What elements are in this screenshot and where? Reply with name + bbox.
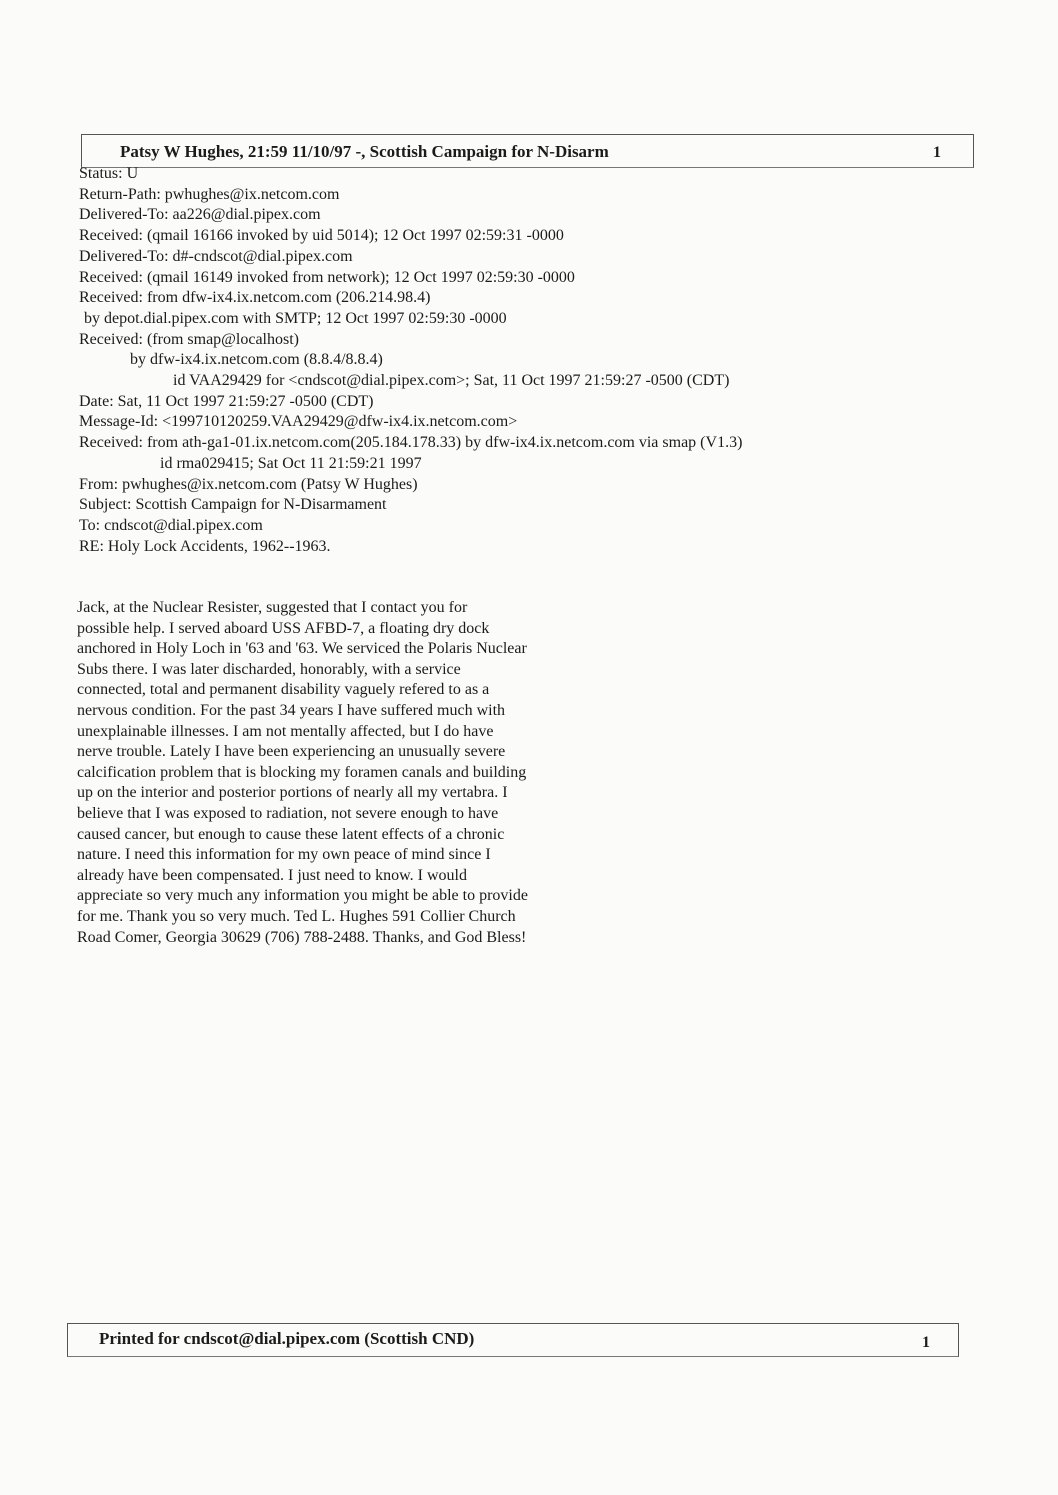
header-page-number: 1 [933,144,941,161]
body-line: Road Comer, Georgia 30629 (706) 788-2488. Thanks, and God Bless! [77,928,527,946]
header-bar [81,134,974,168]
header-line: by depot.dial.pipex.com with SMTP; 12 Oct 1997 02:59:30 -0000 [84,309,507,327]
body-line: anchored in Holy Loch in '63 and '63. We serviced the Polaris Nuclear [77,640,527,658]
header-line: by dfw-ix4.ix.netcom.com (8.8.4/8.8.4) [130,351,383,369]
footer-label: Printed for cndscot@dial.pipex.com (Scottish CND) [99,1329,475,1348]
header-line: Subject: Scottish Campaign for N-Disarmament [79,496,387,514]
body-line: unexplainable illnesses. I am not mentally affected, but I do have [77,722,494,740]
header-line: Return-Path: pwhughes@ix.netcom.com [79,185,340,203]
body-line: calcification problem that is blocking my foramen canals and building [77,763,527,781]
footer-page-number: 1 [922,1334,930,1351]
header-line: To: cndscot@dial.pipex.com [79,516,263,534]
header-line: Received: (qmail 16149 invoked from network); 12 Oct 1997 02:59:30 -0000 [79,268,575,286]
header-line: Received: from ath-ga1-01.ix.netcom.com(205.184.178.33) by dfw-ix4.ix.netcom.com via smap (V1.3) [79,434,743,452]
body-line: up on the interior and posterior portions of nearly all my vertabra. I [77,784,508,802]
footer-bar [67,1323,959,1357]
header-line: Status: U [79,165,139,182]
header-line: Delivered-To: aa226@dial.pipex.com [79,206,321,224]
body-line: caused cancer, but enough to cause these latent effects of a chronic [77,825,505,843]
body-line: nervous condition. For the past 34 years I have suffered much with [77,701,506,719]
body-line: nature. I need this information for my own peace of mind since I [77,846,491,864]
header-line: Date: Sat, 11 Oct 1997 21:59:27 -0500 (CDT) [79,392,374,410]
body-line: Subs there. I was later discharded, honorably, with a service [77,660,461,678]
body-line: nerve trouble. Lately I have been experiencing an unusually severe [77,743,506,761]
header-line: Delivered-To: d#-cndscot@dial.pipex.com [79,247,353,265]
email-body [77,598,528,948]
body-line: possible help. I served aboard USS AFBD-7, a floating dry dock [77,619,490,637]
body-line: for me. Thank you so very much. Ted L. Hughes 591 Collier Church [77,907,516,925]
email-headers [79,164,742,557]
body-line: connected, total and permanent disability vaguely refered to as a [77,681,490,699]
body-line: Jack, at the Nuclear Resister, suggested that I contact you for [77,599,468,616]
header-line: id rma029415; Sat Oct 11 21:59:21 1997 [160,454,422,472]
body-line: appreciate so very much any information you might be able to provide [77,887,528,905]
header-line: id VAA29429 for <cndscot@dial.pipex.com>; Sat, 11 Oct 1997 21:59:27 -0500 (CDT) [173,372,730,390]
header-line: Message-Id: <199710120259.VAA29429@dfw-ix4.ix.netcom.com> [79,413,518,431]
header-line: RE: Holy Lock Accidents, 1962--1963. [79,537,331,555]
body-line: believe that I was exposed to radiation, not severe enough to have [77,804,499,822]
header-line: Received: from dfw-ix4.ix.netcom.com (206.214.98.4) [79,289,431,307]
header-line: Received: (qmail 16166 invoked by uid 5014); 12 Oct 1997 02:59:31 -0000 [79,227,564,245]
header-title: Patsy W Hughes, 21:59 11/10/97 -, Scottish Campaign for N-Disarm [120,142,609,161]
header-line: Received: (from smap@localhost) [79,330,299,348]
body-line: already have been compensated. I just need to know. I would [77,866,467,884]
header-line: From: pwhughes@ix.netcom.com (Patsy W Hughes) [79,475,418,493]
